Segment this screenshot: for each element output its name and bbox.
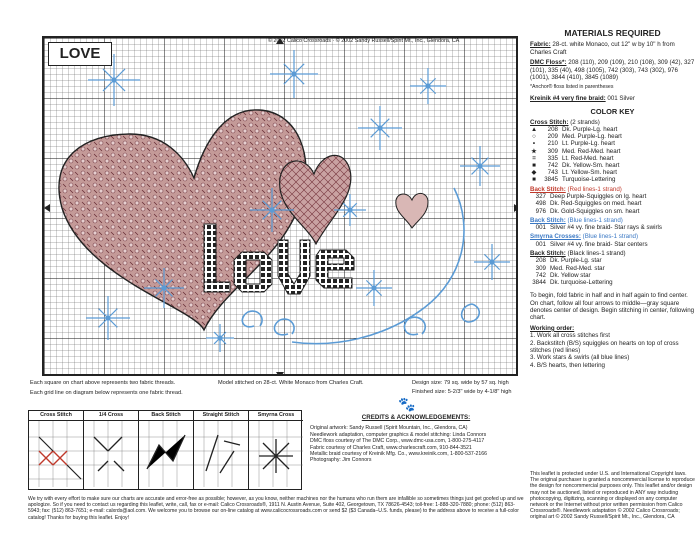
star-center: [372, 286, 376, 290]
floss-info: DMC Floss*: 208 (110), 209 (109), 210 (108), 309 (42), 327 (101), 335 (40), 498 (1005), 742 (303), 743 (302), 976 (1001), 3844 (410), 3845 (1089): [530, 59, 695, 82]
floss-number: 208: [535, 257, 546, 265]
floss-description: Lt. Red-Med. heart: [562, 154, 614, 162]
quarter-cross-icon: [84, 421, 138, 487]
floss-description: Turquoise-Lettering: [562, 176, 616, 184]
key-row: [530, 208, 695, 215]
back-blue-list: [530, 224, 695, 231]
credit-line: Original artwork: Sandy Russell (Spirit Mountain, Inc., Glendora, CA): [310, 425, 468, 432]
paw-print-icon: 🐾: [398, 396, 416, 412]
floss-description: Dk. Yellow star: [550, 271, 591, 279]
star-center: [378, 126, 382, 130]
key-row: [530, 155, 695, 162]
floss-number: 742: [547, 162, 558, 170]
floss-description: Dk. Red-Squiggles on med. heart: [550, 200, 642, 208]
cross-stitch-icon: [29, 421, 83, 487]
credits: [310, 415, 522, 464]
floss-description: Dk. Purple-Lg. heart: [562, 126, 618, 134]
key-row: [530, 169, 695, 176]
floss-description: Med. Purple-Lg. heart: [562, 133, 622, 141]
credit-line: Photography: Jim Connors: [310, 457, 372, 464]
back-blue-label: Back Stitch: (Blue lines-1 strand): [530, 216, 623, 224]
key-symbol: ★: [531, 147, 537, 155]
working-order-label: Working order:: [530, 324, 575, 332]
star-center: [218, 336, 222, 340]
floss-number: 335: [547, 154, 558, 162]
star-center: [348, 208, 352, 212]
floss-number: 498: [535, 200, 546, 208]
diagram-title: Back Stitch: [139, 411, 193, 421]
key-symbol: ○: [532, 133, 536, 141]
key-symbol: =: [532, 154, 536, 162]
diagram-quarter-cross: [84, 411, 139, 489]
floss-description: Silver #4 vy. fine braid- Star rays & swirls: [550, 224, 662, 232]
floss-number: 210: [547, 140, 558, 148]
floss-number: 743: [547, 169, 558, 177]
braid-info: Kreinik #4 very fine braid: 001 Silver: [530, 94, 635, 102]
legal-notice: This leaflet is protected under U.S. and International Copyright laws. The original purchaser is granted a noncommercial license to reproduce the design for noncommercial purposes only. This leaflet and/or design may not be auctioned, listed or reproduced in ANY way including photocopying, digitizing, scanning or displayed on any computer network or the Internet without prior written permission from Calico Crossroads®. Needlework adaptation © 2002 Calico Crossroads; original art © 2002 Sandy Russell/Spirit Mt., Inc., Glendora, CA: [530, 471, 695, 521]
key-row: [530, 265, 695, 272]
key-row: [530, 126, 695, 133]
diagram-back-stitch: [139, 411, 194, 489]
smyrna-label: Smyrna Crosses: (Blue lines-1 strand): [530, 233, 639, 241]
step: 4. B/S hearts, then lettering: [530, 361, 605, 369]
floss-description: Dk. turquoise-Lettering: [550, 278, 613, 286]
contact-note: We try with every effort to make sure our charts are accurate and error-free as possible; however, as you know, neither machines nor the humans who run them are infallible so sometimes things just get goofed up and we apologize. So if you need to contact us regarding this leaflet, write, call, fax or e-mail: Calico Crossroads®, 1911 N. Austin Avenue, Suite 402, Georgetown, TX 78626-4543; toll-free: 1-888-320-7880; phone: (512) 863-5943; fax: (512) 863-7651; e-mail: calxrds@aol.com. We welcome you to browse our on-line catalog at www.calicocrossroads.com or send $2 ($3 Canada–U.S. funds, please) to the address above to receive a full-color catalog! Thanks for buying this leaflet. Enjoy!: [28, 496, 524, 521]
star-center: [292, 72, 296, 76]
stitch-diagrams: [28, 410, 302, 490]
step: 1. Work all cross stitches first: [530, 332, 610, 340]
smyrna-list: [530, 241, 695, 248]
star-center: [162, 286, 166, 290]
materials-heading: MATERIALS REQUIRED: [564, 28, 661, 38]
key-row: [530, 224, 695, 231]
key-row: [530, 241, 695, 248]
color-key-heading: COLOR KEY: [590, 107, 635, 117]
key-row: [530, 133, 695, 140]
cross-stitch-list: [530, 126, 695, 184]
grid-note: Each grid line on diagram below represents one fabric thread.: [30, 390, 183, 396]
credit-line: Needlework adaptation, computer graphics & model stitching: Linda Connors: [310, 431, 487, 438]
back-stitch-icon: [139, 421, 193, 487]
step: 2. Backstitch (B/S) squiggles on hearts on top of cross stitches (red lines): [530, 339, 679, 354]
back-red-label: Back Stitch: (Red lines-1 strand): [530, 185, 622, 193]
diagram-title: 1/4 Cross: [84, 411, 138, 421]
key-symbol: ◆: [531, 169, 537, 177]
key-symbol: •: [532, 140, 536, 148]
diagram-title: Smyrna Cross: [249, 411, 303, 421]
floss-number: 3844: [532, 278, 546, 286]
floss-description: Silver #4 vy. fine braid- Star centers: [550, 240, 648, 248]
credit-line: Metallic braid courtesy of Kreinik Mfg. Co., www.kreinik.com, 1-800-537-2166: [310, 451, 488, 458]
floss-description: Deep Purple-Squiggles on lg. heart: [550, 193, 647, 201]
star-center: [426, 84, 430, 88]
key-row: [530, 279, 695, 286]
floss-number: 208: [547, 126, 558, 134]
floss-number: 001: [535, 224, 546, 232]
star-center: [270, 208, 274, 212]
floss-number: 309: [547, 147, 558, 155]
key-row: [530, 257, 695, 264]
key-row: [530, 140, 695, 147]
diagram-straight-stitch: [194, 411, 249, 489]
floss-description: Med. Red-Med. heart: [562, 147, 621, 155]
key-symbol: ■: [532, 176, 536, 184]
chart-copyright: © 2002 Calico Crossroads · © 2002 Sandy Russell/Spirit Mt., Inc., Glendora, CA: [268, 38, 460, 44]
credit-line: DMC floss courtesy of The DMC Corp., www.dmc-usa.com, 1-800-275-4117: [310, 438, 485, 445]
finished-size: Finished size: 5-2/3" wide by 4-1/8" high: [412, 389, 512, 395]
straight-stitch-icon: [194, 421, 248, 487]
star-center: [112, 78, 116, 82]
step: 3. Work stars & swirls (all blue lines): [530, 354, 630, 362]
chart-title: LOVE: [48, 42, 112, 66]
floss-description: Dk. Purple-Lg. star: [550, 257, 602, 265]
floss-number: 001: [535, 240, 546, 248]
floss-number: 209: [547, 133, 558, 141]
floss-number: 976: [535, 207, 546, 215]
star-center: [490, 260, 494, 264]
key-row: [530, 272, 695, 279]
key-row: [530, 162, 695, 169]
floss-description: Lt. Yellow-Sm. heart: [562, 169, 618, 177]
star-center: [478, 164, 482, 168]
design-size: Design size: 79 sq. wide by 57 sq. high: [412, 380, 509, 386]
back-black-list: [530, 257, 695, 286]
diagram-cross-stitch: [29, 411, 84, 489]
star-center: [106, 316, 110, 320]
floss-description: Lt. Purple-Lg. heart: [562, 140, 615, 148]
key-row: [530, 148, 695, 155]
materials-panel: [530, 30, 695, 369]
floss-number: 327: [535, 193, 546, 201]
key-symbol: ■: [532, 162, 536, 170]
fabric-info: Fabric: 28-ct. white Monaco, cut 12" w by 10" h from Charles Craft: [530, 41, 675, 56]
diagram-title: Cross Stitch: [29, 411, 83, 421]
floss-number: 742: [535, 271, 546, 279]
floss-description: Med. Red-Med. star: [550, 264, 605, 272]
floss-number: 3845: [544, 176, 558, 184]
credits-heading: CREDITS & ACKNOWLEDGEMENTS:: [361, 414, 471, 421]
key-row: [530, 200, 695, 207]
anchor-note: *Anchor® floss listed in parentheses: [530, 84, 614, 91]
smyrna-cross-icon: [249, 421, 303, 487]
cross-stitch-label: Cross Stitch: (2 strands): [530, 118, 600, 126]
instructions-intro: To begin, fold fabric in half and in half again to find center. On chart, follow all four arrows to middle—gray square denotes center of design. Begin stitching in center, following chart.: [530, 292, 695, 322]
model-note: Model stitched on 28-ct. White Monaco from Charles Craft.: [218, 380, 364, 386]
diagram-smyrna-cross: [249, 411, 303, 489]
key-row: [530, 176, 695, 183]
chart-canvas: [44, 38, 518, 376]
cross-stitch-chart: [42, 36, 518, 376]
key-symbol: ▲: [530, 126, 538, 134]
floss-description: Dk. Yellow-Sm. heart: [562, 162, 620, 170]
back-black-label: Back Stitch: (Black lines-1 strand): [530, 249, 626, 257]
floss-description: Dk. Gold-Squiggles on sm. heart: [550, 207, 640, 215]
back-red-list: [530, 193, 695, 215]
square-note: Each square on chart above represents two fabric threads.: [30, 380, 176, 386]
floss-number: 309: [535, 264, 546, 272]
diagram-title: Straight Stitch: [194, 411, 248, 421]
key-row: [530, 193, 695, 200]
credit-line: Fabric courtesy of Charles Craft, www.charlescraft.com, 910-844-3521: [310, 444, 472, 451]
